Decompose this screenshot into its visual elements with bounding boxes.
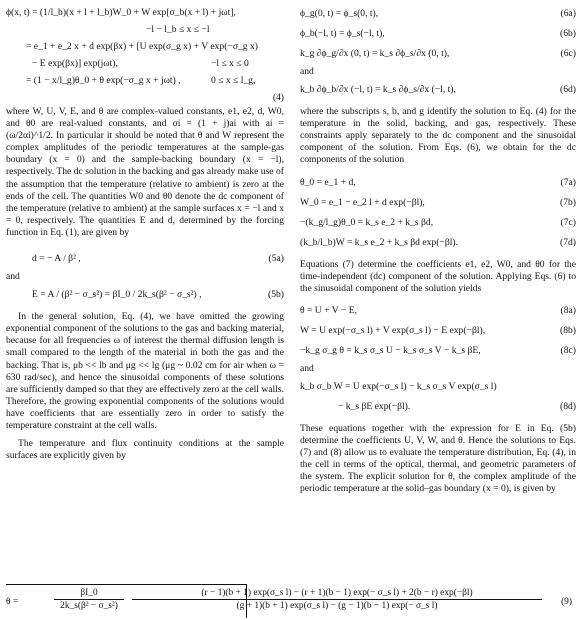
and-text: and: [6, 271, 20, 283]
eq4-line: ϕ(x, t) = (1/l_b)(x + l + l_b)W_0 + W exp[σ_b(x + l) + jωt],: [6, 7, 236, 18]
eq4-line: −l − l_b ≤ x ≤ −l: [146, 24, 210, 35]
equation-7b: W_0 = e_1 − e_2 l + d exp(−βl), (7b): [300, 196, 576, 208]
paragraph: Equations (7) determine the coefficients e1, e2, W0, and θ0 for the time-independent (dc) component of the solution. Applying Eqs. (6) to the sinusoidal component of the solution yields: [300, 258, 576, 294]
eq4-line: = e_1 + e_2 x + d exp(βx) + [U exp(σ_g x) + V exp(−σ_g x): [26, 41, 258, 52]
equation-6d: k_b ∂ϕ_b/∂x (−l, t) = k_s ∂ϕ_s/∂x (−l, t), (6d): [300, 84, 576, 96]
fraction-prefactor: βI_0 2k_s(β² − σ_s²): [54, 588, 124, 611]
eq4-block: [6, 4, 284, 106]
eq4-number: (4): [272, 92, 284, 103]
eq4-line: − E exp(βx)] exp(jωt), −l ≤ x ≤ 0: [32, 58, 249, 69]
equation-7a: θ_0 = e_1 + d, (7a): [300, 176, 576, 188]
left-column: [6, 4, 284, 462]
fraction-main: (r − 1)(b + 1) exp(σ_s l) − (r + 1)(b − 1) exp(− σ_s l) + 2(b − r) exp(−βl) (g + 1)(b + 1) exp(σ_s l) − (g − 1)(b − 1) exp(− σ_s l): [132, 588, 542, 611]
equation-8d-line1: k_b σ_b W = U exp(−σ_s l) − k_s σ_s V exp(σ_s l): [300, 380, 497, 392]
paragraph: where W, U, V, E, and θ are complex-valued constants, e1, e2, d, W0, and θ0 are real-valued constants, and σi = (1 + j)ai with ai = (ω/2αi)^1/2. In particular it should be noted that θ and W represent the complex amplitudes of the periodic temperatures at the sample-gas boundary (x = 0) and the sample-backing boundary (x = −l), respectively. The dc solution in the backing and gas already make use of the assumption that the temperature (relative to ambient) is zero at the ends of the cell. The quantities W0 and θ0 denote the dc component of the temperature (relative to ambient) at the sample surfaces x = −l and x = 0, respectively. The quantities E and d, determined by the forcing function in Eq. (1), are given by: [6, 106, 284, 238]
equation-8a: θ = U + V − E, (8a): [300, 304, 576, 316]
equation-8c: −k_g σ_g θ = k_s σ_s U − k_s σ_s V − k_s βE, (8c): [300, 344, 576, 356]
equation-6c: k_g ∂ϕ_g/∂x (0, t) = k_s ∂ϕ_s/∂x (0, t), (6c): [300, 48, 576, 59]
equation-9: θ = βI_0 2k_s(β² − σ_s²) (r − 1)(b + 1) exp(σ_s l) − (r + 1)(b − 1) exp(− σ_s l) + 2(b − r) exp(−βl) (g + 1)(b + 1) exp(σ_s l) − (g − 1)(b − 1) exp(− σ_s l) (9): [6, 588, 572, 611]
equation-5b: E = A / (β² − σ_s²) = βI_0 / 2k_s(β² − σ_s²) , (5b): [32, 289, 284, 301]
column-divider-rule: [6, 584, 246, 585]
equation-6a: ϕ_g(0, t) = ϕ_s(0, t), (6a): [300, 8, 576, 19]
paragraph: where the subscripts s, b, and g identify the solution to Eq. (4) for the temperature in the solid, backing, and gas, respectively. These constraints apply separately to the dc component and the sinusoidal component of the solution. From Eqs. (6), we obtain for the dc components of the solution: [300, 106, 576, 166]
equation-8d-line2: − k_s βE exp(−βl). (8d): [338, 400, 576, 412]
eq4-line: = (1 − x/l_g)θ_0 + θ exp(−σ_g x + jωt) , 0 ≤ x ≤ l_g,: [26, 75, 256, 86]
paragraph: These equations together with the expression for E in Eq. (5b) determine the coefficients U, V, W, and θ. Hence the solutions to Eqs. (7) and (8) allow us to evaluate the temperature distribution, Eq. (4), in the cell in terms of the optical, thermal, and geometric parameters of the system. The explicit solution for θ, the complex amplitude of the periodic temperature at the solid–gas boundary (x = 0), is given by: [300, 422, 576, 495]
paragraph: The temperature and flux continuity conditions at the sample surfaces are explicitly given by: [6, 438, 284, 462]
and-text: and: [300, 66, 314, 77]
equation-8b: W = U exp(−σ_s l) + V exp(σ_s l) − E exp(−βl), (8b): [300, 324, 576, 336]
right-column: [300, 4, 576, 496]
equation-5a: d = − A / β² , (5a): [32, 253, 284, 265]
equation-7c: −(k_g/l_g)θ_0 = k_s e_2 + k_s βd, (7c): [300, 216, 576, 228]
equation-6b: ϕ_b(−l, t) = ϕ_s(−l, t), (6b): [300, 28, 576, 39]
equation-7d: (k_b/l_b)W = k_s e_2 + k_s βd exp(−βl). (7d): [300, 236, 576, 248]
paragraph: In the general solution, Eq. (4), we have omitted the growing exponential component of the solutions to the gas and backing material, because for all frequencies ω of interest the thermal diffusion length is small compared to the length of the material in both the gas and the backing. That is, μb << lb and μg << lg (μg ~ 0.02 cm for air when ω = 630 rad/sec), and hence the sinusoidal components of these solutions are sufficiently damped so that they are effectively zero at the cell walls. Therefore, the growing exponential components of the solutions would have coefficients that are essentially zero in order to satisfy the temperature constraint at the cell walls.: [6, 311, 285, 431]
and-text: and: [300, 362, 314, 374]
